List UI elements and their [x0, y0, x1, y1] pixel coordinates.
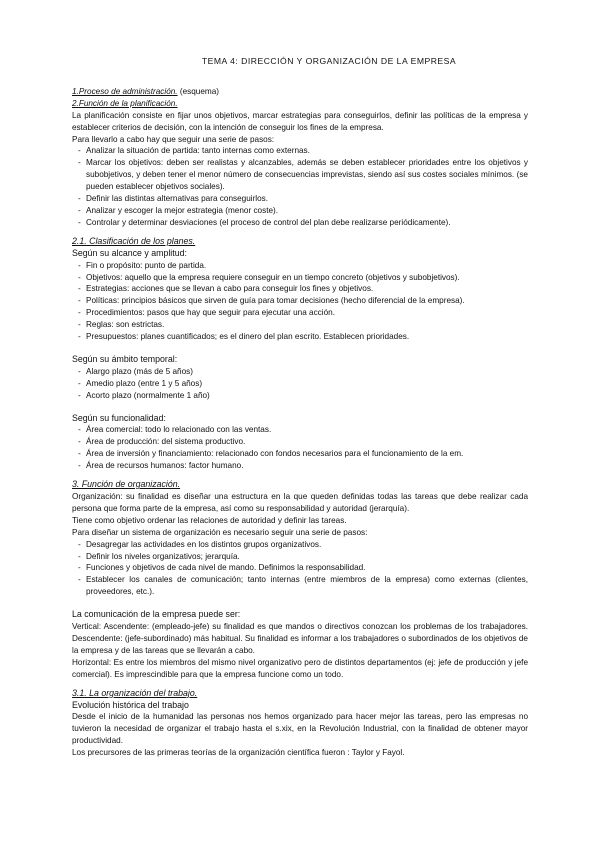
temporal-list — [72, 366, 528, 402]
list-item: - Definir las distintas alternativas para conseguirlos. — [72, 193, 528, 205]
planning-steps-intro: Para llevarlo a cabo hay que seguir una serie de pasos: — [72, 134, 275, 144]
list-item: - Área comercial: todo lo relacionado con las ventas. — [72, 424, 528, 436]
list-item: - Procedimientos: pasos que hay que seguir para ejecutar una acción. — [72, 307, 528, 319]
document-title: TEMA 4: DIRECCIÓN Y ORGANIZACIÓN DE LA EMPRESA — [201, 56, 457, 66]
organization-steps-intro: Para diseñar un sistema de organización es necesario seguir una serie de pasos: — [72, 527, 368, 537]
section-2-1-title: 2.1. Clasificación de los planes. — [72, 235, 196, 246]
section-3-title: 3. Función de organización. — [72, 479, 181, 490]
organization-objective: Tiene como objetivo ordenar las relaciones de autoridad y definir las tareas. — [72, 515, 347, 525]
section-3-1-heading — [72, 688, 528, 700]
list-item: - Estrategias: acciones que se llevan a cabo para conseguir los fines y objetivos. — [72, 283, 528, 295]
section-3-heading — [72, 479, 528, 491]
list-item: - Objetivos: aquello que la empresa requiere conseguir en un tiempo concreto (objetivos y subobjetivos). — [72, 272, 528, 284]
list-item: - Analizar y escoger la mejor estrategia (menor coste). — [72, 205, 528, 217]
section-1-suffix: (esquema) — [177, 86, 220, 96]
section-3-1-title: 3.1. La organización del trabajo. — [72, 687, 198, 698]
list-item: - Amedio plazo (entre 1 y 5 años) — [72, 378, 528, 390]
section-2-title: 2.Función de la planificación. — [72, 98, 178, 108]
list-item: - Definir los niveles organizativos; jerarquía. — [72, 551, 528, 563]
list-item: - Funciones y objetivos de cada nivel de mando. Definimos la responsabilidad. — [72, 562, 528, 574]
list-item: - Controlar y determinar desviaciones (el proceso de control del plan debe realizarse periódicamente). — [72, 217, 528, 229]
list-item: - Fin o propósito: punto de partida. — [72, 260, 528, 272]
section-2-heading — [72, 98, 528, 110]
precursors-paragraph: Los precursores de las primeras teorías de la organización científica fueron : Taylor y Fayol. — [72, 748, 405, 758]
communication-label: La comunicación de la empresa puede ser: — [72, 609, 241, 620]
scope-list — [72, 260, 528, 343]
section-2-1-heading — [72, 236, 528, 248]
functional-label: Según su funcionalidad: — [72, 412, 166, 423]
planning-steps-list — [72, 145, 528, 228]
history-paragraph: Desde el inicio de la humanidad las personas nos hemos organizado para hacer mejor las tareas, pero las empresas no tuvieron la necesidad de organizar el trabajo hasta el s.xix, en la Revolución Industrial, con la finalidad de obtener mayor productividad. — [72, 712, 528, 746]
list-item: - Alargo plazo (más de 5 años) — [72, 366, 528, 378]
list-item: - Marcar los objetivos: deben ser realistas y alcanzables, además se deben establecer prioridades entre los objetivos y subobjetivos, y deben tener el menor número de consecuencias imprevistas, siendo así sus costes sociales mínimos. (se pueden establecer objetivos sociales). — [72, 157, 528, 193]
list-item: - Políticas: principios básicos que sirven de guía para tomar decisiones (hecho diferencial de la empresa). — [72, 295, 528, 307]
section-1-title: 1.Proceso de administración. — [72, 86, 178, 96]
list-item: - Establecer los canales de comunicación; tanto internas (entre miembros de la empresa) como externas (clientes, proveedores, etc.). — [72, 574, 528, 598]
list-item: - Desagregar las actividades en los distintos grupos organizativos. — [72, 539, 528, 551]
document-page — [72, 56, 528, 759]
history-subheading: Evolución histórica del trabajo — [72, 699, 189, 710]
list-item: - Área de recursos humanos: factor humano. — [72, 460, 528, 472]
list-item: - Reglas: son estrictas. — [72, 319, 528, 331]
scope-label: Según su alcance y amplitud: — [72, 247, 187, 258]
functional-list — [72, 424, 528, 472]
planning-definition: La planificación consiste en fijar unos objetivos, marcar estrategias para conseguirlos, definir las políticas de la empresa y establecer criterios de decisión, con la intención de conseguir los fines de la empresa. — [72, 110, 528, 132]
list-item: - Analizar la situación de partida: tanto internas como externas. — [72, 145, 528, 157]
list-item: - Presupuestos: planes cuantificados; es el dinero del plan escrito. Establecen prioridades. — [72, 331, 528, 343]
section-1-heading — [72, 86, 528, 98]
list-item: - Acorto plazo (normalmente 1 año) — [72, 390, 528, 402]
temporal-label: Según su ámbito temporal: — [72, 353, 178, 364]
organization-steps-list — [72, 539, 528, 599]
organization-definition: Organización: su finalidad es diseñar una estructura en la que queden definidas todas las tareas que debe realizar cada persona que forma parte de la empresa, así como su responsabilidad y autoridad (jerarquía). — [72, 492, 528, 513]
vertical-communication: Vertical: Ascendente: (empleado-jefe) su finalidad es que mandos o directivos conozcan los problemas de los trabajadores. Descendente: (jefe-subordinado) más habitual. Su finalidad es informar a los trabajadores o subordinados de los objetivos de la empresa y de las tareas que se llevarán a cabo. — [72, 622, 528, 655]
list-item: - Área de producción: del sistema productivo. — [72, 436, 528, 448]
horizontal-communication: Horizontal: Es entre los miembros del mismo nivel organizativo pero de distintos departamentos (ej: jefe de producción y jefe comercial). Es imprescindible para que la empresa funcione como un todo. — [72, 657, 528, 679]
list-item: - Área de inversión y financiamiento: relacionado con fondos necesarios para el funcionamiento de la em. — [72, 448, 528, 460]
